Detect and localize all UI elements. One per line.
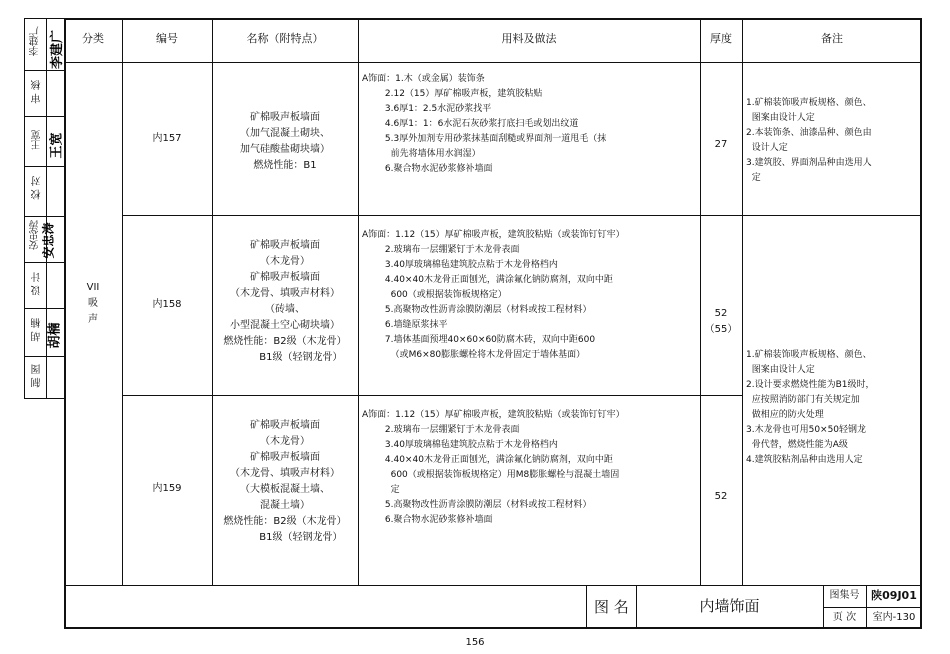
sidebar-role-2: 审 核 — [32, 80, 43, 104]
page-label: 页 次 — [832, 612, 857, 623]
figure-name: 内墙饰面 — [699, 597, 760, 615]
row-materials: A饰面：1.12（15）厚矿棉吸声板，建筑胶粘贴（或装饰钉钉牢） 2.玻璃布一层绷紧钉于木龙骨表面 3.40厚玻璃棉毡建筑胶点粘于木龙骨格档内 4.40×40木龙骨正面刨光，满涂氟化钠防腐剂，双向中距 600（或根据装饰板规格定） 5.高聚物改性沥青涂膜防潮层（材料或按工程材料） 6.墙缝原浆抹平 7.墙体基面预埋40×60×60防腐木砖，双向中距600 （或M6×80膨胀螺栓将木龙骨固定于墙体基面） — [362, 230, 625, 360]
sidebar-role-8: 制 图 — [32, 364, 43, 388]
signature-2: 王宽 — [49, 132, 65, 159]
row-notes: 1.矿棉装饰吸声板规格、颜色、 图案由设计人定 2.本装饰条、油漆品种、颜色由 设计人定 3.建筑胶、界面剂品种由选用人 定 — [746, 98, 872, 183]
shared-notes: 1.矿棉装饰吸声板规格、颜色、 图案由设计人定 2.设计要求燃烧性能为B1级时， 应按照消防部门有关规定加 做相应的防火处理 3.木龙骨也可用50×50轻钢龙 骨代替，燃烧性能为A级 4.建筑胶粘剂品种由选用人定 — [746, 350, 875, 465]
sidebar-role-5: 安忠涛 — [30, 220, 41, 250]
signature-3: 安忠涛 — [41, 222, 56, 259]
header-thickness: 厚度 — [710, 32, 732, 45]
atlas-label: 图集号 — [829, 590, 860, 601]
row-code: 内158 — [152, 299, 182, 310]
row-thickness: 52 — [714, 491, 728, 502]
row-name: 矿棉吸声板墙面 （木龙骨） 矿棉吸声板墙面 （木龙骨、填吸声材料） （砖墙、 小型混凝土空心砌块墙） 燃烧性能：B2级（木龙骨） B1级（轻钢龙骨） — [223, 240, 347, 363]
atlas-number: 陕09J01 — [871, 589, 917, 602]
sidebar-role-4: 校 对 — [32, 176, 43, 200]
row-thickness: 52 （55） — [704, 308, 738, 335]
signature-1: 李建广 — [50, 29, 66, 70]
header-notes: 备注 — [821, 32, 843, 45]
row-name: 矿棉吸声板墙面 （木龙骨） 矿棉吸声板墙面 （木龙骨、填吸声材料） （大模板混凝土墙、 混凝土墙） 燃烧性能：B2级（木龙骨） B1级（轻钢龙骨） — [223, 420, 347, 543]
row-materials: A饰面：1.12（15）厚矿棉吸声板，建筑胶粘贴（或装饰钉钉牢） 2.玻璃布一层绷紧钉于木龙骨表面 3.40厚玻璃棉毡建筑胶点粘于木龙骨格档内 4.40×40木龙骨正面刨光，满涂氟化钠防腐剂，双向中距 600（或根据装饰板规格定）用M8膨胀螺栓与混凝土墙固 定 5.高聚物改性沥青涂膜防潮层（材料或按工程材料） 6.聚合物水泥砂浆修补墙面 — [362, 410, 625, 525]
signature-4: 胡楠 — [47, 322, 63, 349]
row-name: 矿棉吸声板墙面 （加气混凝土砌块、 加气硅酸盐砌块墙） 燃烧性能：B1 — [240, 112, 330, 171]
figure-label: 图 名 — [594, 598, 629, 616]
sidebar-role-3: 王宽 — [32, 130, 43, 150]
header-code: 编号 — [156, 32, 178, 45]
row-thickness: 27 — [714, 139, 728, 150]
category-label: VII 吸 声 — [86, 282, 100, 325]
page-code: 室内-130 — [872, 612, 916, 623]
sidebar-role-1: 李建广 — [30, 26, 41, 56]
sidebar-role-7: 胡 楠 — [32, 318, 43, 342]
page-number: 156 — [465, 637, 485, 648]
row-code: 内157 — [152, 133, 182, 144]
sidebar-role-6: 设 计 — [32, 272, 43, 296]
header-materials: 用料及做法 — [501, 32, 557, 45]
header-name: 名称（附特点） — [246, 32, 324, 45]
row-materials: A饰面：1.木（或金属）装饰条 2.12（15）厚矿棉吸声板，建筑胶粘贴 3.6厚1：2.5水泥砂浆找平 4.6厚1：1：6水泥石灰砂浆打底扫毛或划出纹道 5.3厚外加剂专用砂浆抹基面刮糙或界面剂一道甩毛（抹 前先将墙体用水润湿） 6.聚合物水泥砂浆修补墙面 — [362, 74, 607, 174]
row-code: 内159 — [152, 483, 182, 494]
header-category: 分类 — [82, 32, 104, 45]
